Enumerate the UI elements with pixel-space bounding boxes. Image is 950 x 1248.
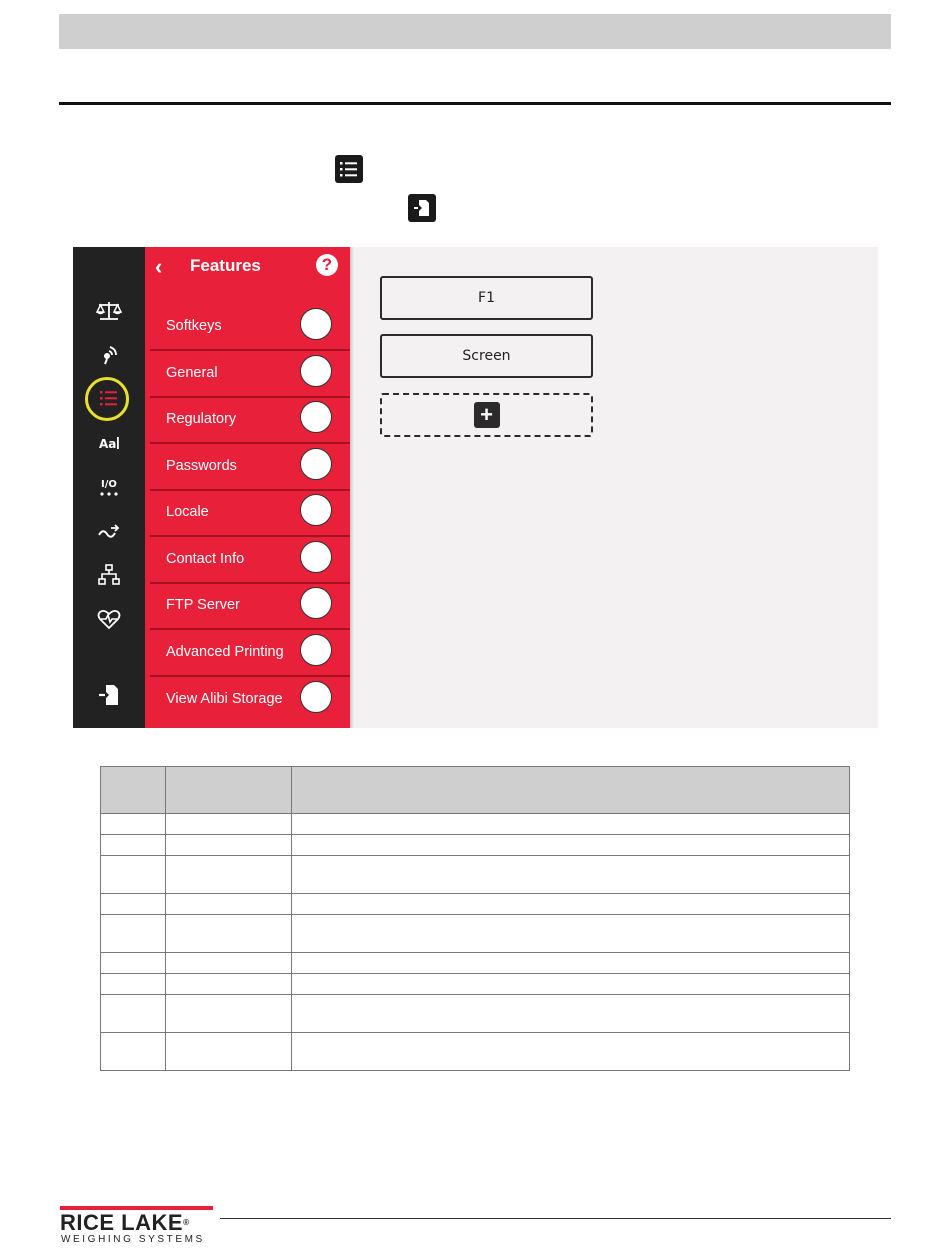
menu-item-label: View Alibi Storage bbox=[166, 691, 283, 707]
features-menu bbox=[145, 247, 350, 728]
io-icon[interactable] bbox=[93, 473, 125, 501]
table-cell bbox=[292, 915, 850, 953]
table-cell bbox=[166, 814, 292, 835]
menu-item-view-alibi-storage[interactable] bbox=[150, 676, 350, 722]
table-row bbox=[101, 974, 850, 995]
table-cell bbox=[166, 894, 292, 915]
menu-title: Features bbox=[190, 256, 261, 275]
header-band bbox=[59, 14, 891, 49]
table-row bbox=[101, 953, 850, 974]
table-cell bbox=[292, 814, 850, 835]
callout-circle bbox=[300, 355, 332, 387]
menu-item-label: Regulatory bbox=[166, 411, 237, 427]
menu-item-label: Softkeys bbox=[166, 318, 222, 334]
menu-item-label: Contact Info bbox=[166, 551, 245, 567]
table-cell bbox=[292, 995, 850, 1033]
callout-circle bbox=[300, 541, 332, 573]
callout-circle bbox=[300, 634, 332, 666]
menu-item-regulatory[interactable] bbox=[150, 396, 350, 444]
communication-icon[interactable] bbox=[93, 340, 125, 368]
callout-circle bbox=[300, 494, 332, 526]
menu-item-advanced-printing[interactable] bbox=[150, 629, 350, 677]
table-row bbox=[101, 894, 850, 915]
table-row bbox=[101, 995, 850, 1033]
callout-circle bbox=[300, 587, 332, 619]
softkey-f1-button[interactable]: F1 bbox=[380, 276, 593, 320]
menu-item-passwords[interactable] bbox=[150, 443, 350, 491]
table-cell bbox=[292, 856, 850, 894]
table-row bbox=[101, 856, 850, 894]
menu-item-softkeys[interactable] bbox=[150, 303, 350, 351]
logo-registered-mark: ® bbox=[183, 1218, 190, 1227]
menu-item-label: Locale bbox=[166, 504, 209, 520]
callout-circle bbox=[300, 401, 332, 433]
svg-text:I/O: I/O bbox=[101, 479, 117, 490]
data-table bbox=[100, 766, 850, 1071]
logo-subtitle: WEIGHING SYSTEMS bbox=[61, 1234, 205, 1245]
table-cell bbox=[292, 953, 850, 974]
table-cell bbox=[292, 894, 850, 915]
table-cell bbox=[166, 974, 292, 995]
table-header-cell bbox=[292, 767, 850, 814]
features-screen bbox=[73, 247, 878, 728]
menu-item-general[interactable] bbox=[150, 350, 350, 398]
import-export-icon bbox=[408, 194, 436, 222]
table-header-cell bbox=[166, 767, 292, 814]
table-cell bbox=[166, 1033, 292, 1071]
callout-circle bbox=[300, 308, 332, 340]
svg-text:Aa: Aa bbox=[99, 437, 117, 451]
table-cell bbox=[101, 1033, 166, 1071]
table-cell bbox=[101, 835, 166, 856]
import-export-icon[interactable] bbox=[93, 681, 125, 709]
table-cell bbox=[101, 915, 166, 953]
table-cell bbox=[292, 974, 850, 995]
menu-item-label: Advanced Printing bbox=[166, 644, 284, 660]
plus-icon: + bbox=[474, 402, 500, 428]
softkey-screen-button[interactable]: Screen bbox=[380, 334, 593, 378]
table-row bbox=[101, 835, 850, 856]
table-cell bbox=[292, 835, 850, 856]
menu-item-locale[interactable] bbox=[150, 489, 350, 537]
section-rule bbox=[59, 102, 891, 105]
table-row bbox=[101, 1033, 850, 1071]
table-header-cell bbox=[101, 767, 166, 814]
network-icon[interactable] bbox=[93, 561, 125, 589]
callout-circle bbox=[300, 448, 332, 480]
text-format-icon[interactable] bbox=[93, 429, 125, 457]
table-cell bbox=[101, 814, 166, 835]
table-cell bbox=[166, 995, 292, 1033]
footer-rule bbox=[220, 1218, 891, 1219]
callout-circle bbox=[300, 681, 332, 713]
back-chevron-icon[interactable]: ‹ bbox=[155, 254, 163, 279]
menu-item-contact-info[interactable] bbox=[150, 536, 350, 584]
table-header-row bbox=[101, 767, 850, 814]
table-cell bbox=[292, 1033, 850, 1071]
scale-icon[interactable] bbox=[93, 297, 125, 325]
help-icon[interactable]: ? bbox=[316, 254, 338, 276]
table-row bbox=[101, 915, 850, 953]
table-cell bbox=[166, 915, 292, 953]
menu-item-label: General bbox=[166, 365, 218, 381]
menu-shadow bbox=[350, 247, 354, 728]
nav-sidebar bbox=[73, 247, 145, 728]
table-cell bbox=[101, 995, 166, 1033]
setpoint-icon[interactable] bbox=[93, 518, 125, 546]
add-softkey-button[interactable] bbox=[380, 393, 593, 437]
table-cell bbox=[166, 835, 292, 856]
table-cell bbox=[101, 856, 166, 894]
menu-item-ftp-server[interactable] bbox=[150, 582, 350, 630]
health-icon[interactable] bbox=[93, 605, 125, 633]
table-cell bbox=[166, 856, 292, 894]
table-row bbox=[101, 814, 850, 835]
features-list-icon[interactable] bbox=[93, 384, 125, 412]
table-cell bbox=[101, 974, 166, 995]
menu-header bbox=[145, 247, 350, 287]
logo-main-text: RICE LAKE bbox=[60, 1210, 184, 1235]
rice-lake-logo bbox=[60, 1206, 218, 1246]
logo-wordmark bbox=[60, 1211, 189, 1235]
menu-item-label: Passwords bbox=[166, 458, 237, 474]
features-list-icon bbox=[335, 155, 363, 183]
table-cell bbox=[166, 953, 292, 974]
table-cell bbox=[101, 953, 166, 974]
menu-item-label: FTP Server bbox=[166, 597, 240, 613]
table-cell bbox=[101, 894, 166, 915]
